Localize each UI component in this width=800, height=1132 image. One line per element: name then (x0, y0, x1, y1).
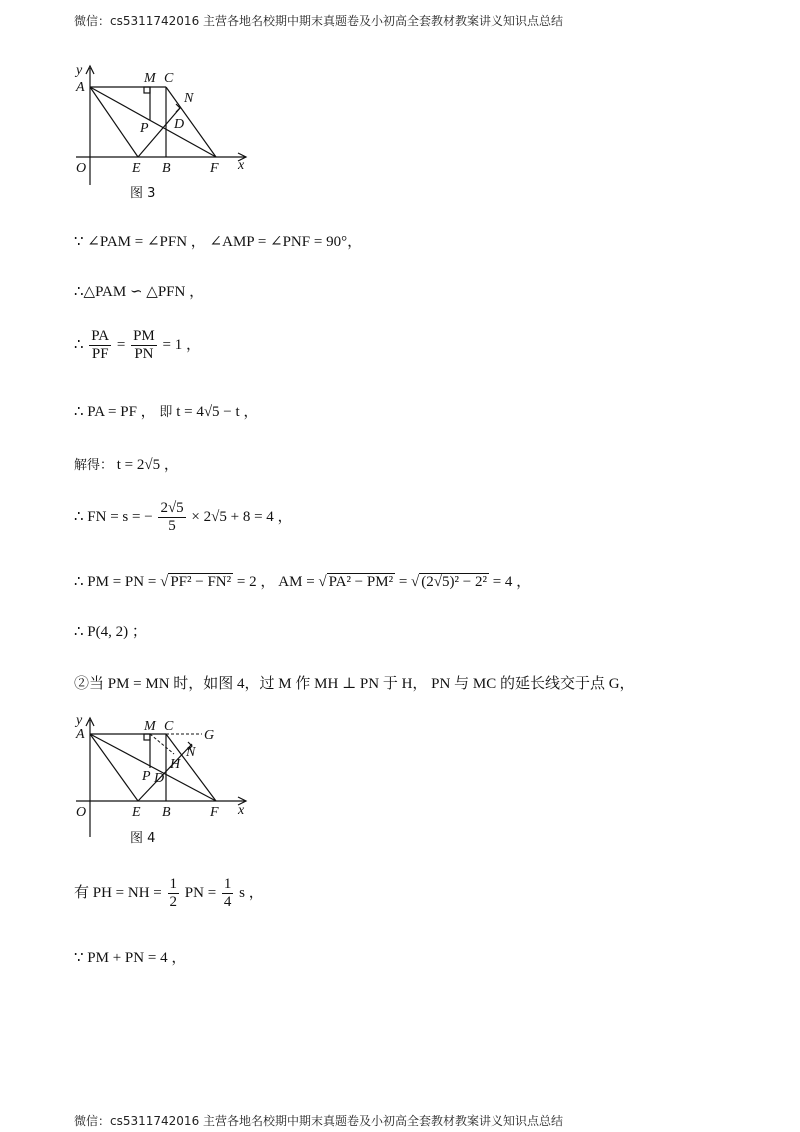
label-N: N (184, 91, 194, 106)
figure-4-caption: 图 4 (130, 831, 156, 846)
label-P: P (140, 121, 149, 136)
label-D: D (174, 117, 185, 132)
label-M: M (144, 71, 156, 86)
figure-4 (70, 712, 270, 857)
line-8: ∴ P(4, 2) ； (74, 624, 147, 640)
line-2: ∴△PAM ∽ △PFN ， (74, 284, 205, 300)
figure-3-caption: 图 3 (130, 186, 156, 201)
label-O: O (76, 805, 87, 820)
label-B: B (162, 805, 171, 820)
line-1: ∵ ∠PAM = ∠PFN ， ∠AMP = ∠PNF = 90°， (74, 234, 363, 250)
segment-MH (150, 734, 174, 754)
line-11: ∵ PM + PN = 4 ， (74, 950, 187, 966)
line-7: ∴ PM = PN = √ PF² − FN² = 2 ， AM = √ PA² − PM² = √ (2√5)² − 2² = 4 ， (74, 574, 532, 590)
label-B: B (162, 161, 171, 176)
segment-AE (90, 87, 138, 157)
segment-AE (90, 734, 138, 801)
label-x: x (238, 158, 245, 173)
line-9: ②当 PM = MN 时，如图 4，过 M 作 MH ⊥ PN 于 H， PN 与 MC 的延长线交于点 G， (74, 676, 635, 692)
sqrt-2: √ PA² − PM² (318, 574, 394, 590)
label-F: F (210, 805, 219, 820)
label-E: E (132, 805, 141, 820)
label-G: G (204, 728, 215, 743)
label-F: F (210, 161, 219, 176)
right-angle-M (144, 734, 150, 740)
sqrt-1: √ PF² − FN² (160, 574, 232, 590)
label-E: E (132, 161, 141, 176)
label-N: N (186, 745, 196, 760)
label-A: A (76, 80, 85, 95)
segment-AF (90, 734, 216, 801)
line-4: ∴ PA = PF ， 即 t = 4√5 − t ， (74, 404, 259, 420)
fraction-1-4: $\frac{1}{4}$ (223, 876, 232, 911)
fraction-2sqrt5-5: $\frac{2√5}{5}$ (160, 500, 184, 535)
line-3-end: = 1 ， (162, 337, 201, 354)
label-D: D (154, 771, 165, 786)
label-A: A (76, 727, 85, 742)
line-5: 解得： t = 2√5 ， (74, 457, 179, 473)
label-C: C (164, 71, 174, 86)
label-C: C (164, 719, 174, 734)
sqrt-3: √ (2√5)² − 2² (411, 574, 487, 590)
page-footer: 微信：cs5311742016 主营各地名校期中期末真题卷及小初高全套教材教案讲义知识点总结 (74, 1114, 564, 1128)
page-header: 微信：cs5311742016 主营各地名校期中期末真题卷及小初高全套教材教案讲义知识点总结 (74, 14, 564, 28)
label-y: y (76, 63, 83, 78)
label-O: O (76, 161, 87, 176)
label-P: P (142, 769, 151, 784)
fraction-pm-pn: $\frac{PM}{PN}$ (133, 328, 155, 363)
figure-3 (70, 60, 270, 205)
therefore-sym: ∴ (74, 337, 84, 354)
figure-3-lines (76, 66, 246, 185)
line-10: 有 PH = NH = $\frac{1}{2}$ PN = $\frac{1}{4}$ s ， (74, 876, 264, 911)
right-angle-M (144, 87, 150, 93)
label-y: y (76, 713, 83, 728)
label-x: x (238, 803, 245, 818)
label-M: M (144, 719, 156, 734)
fraction-pa-pf: $\frac{PA}{PF}$ (91, 328, 110, 363)
segment-AF (90, 87, 216, 157)
line-6: ∴ FN = s = − $\frac{2√5}{5}$ × 2√5 + 8 = 4 ， (74, 500, 293, 535)
line-3: ∴ $\frac{PA}{PF}$ = $\frac{PM}{PN}$ = 1 ， (74, 328, 201, 363)
fraction-1-2: $\frac{1}{2}$ (169, 876, 178, 911)
label-H: H (170, 757, 181, 772)
